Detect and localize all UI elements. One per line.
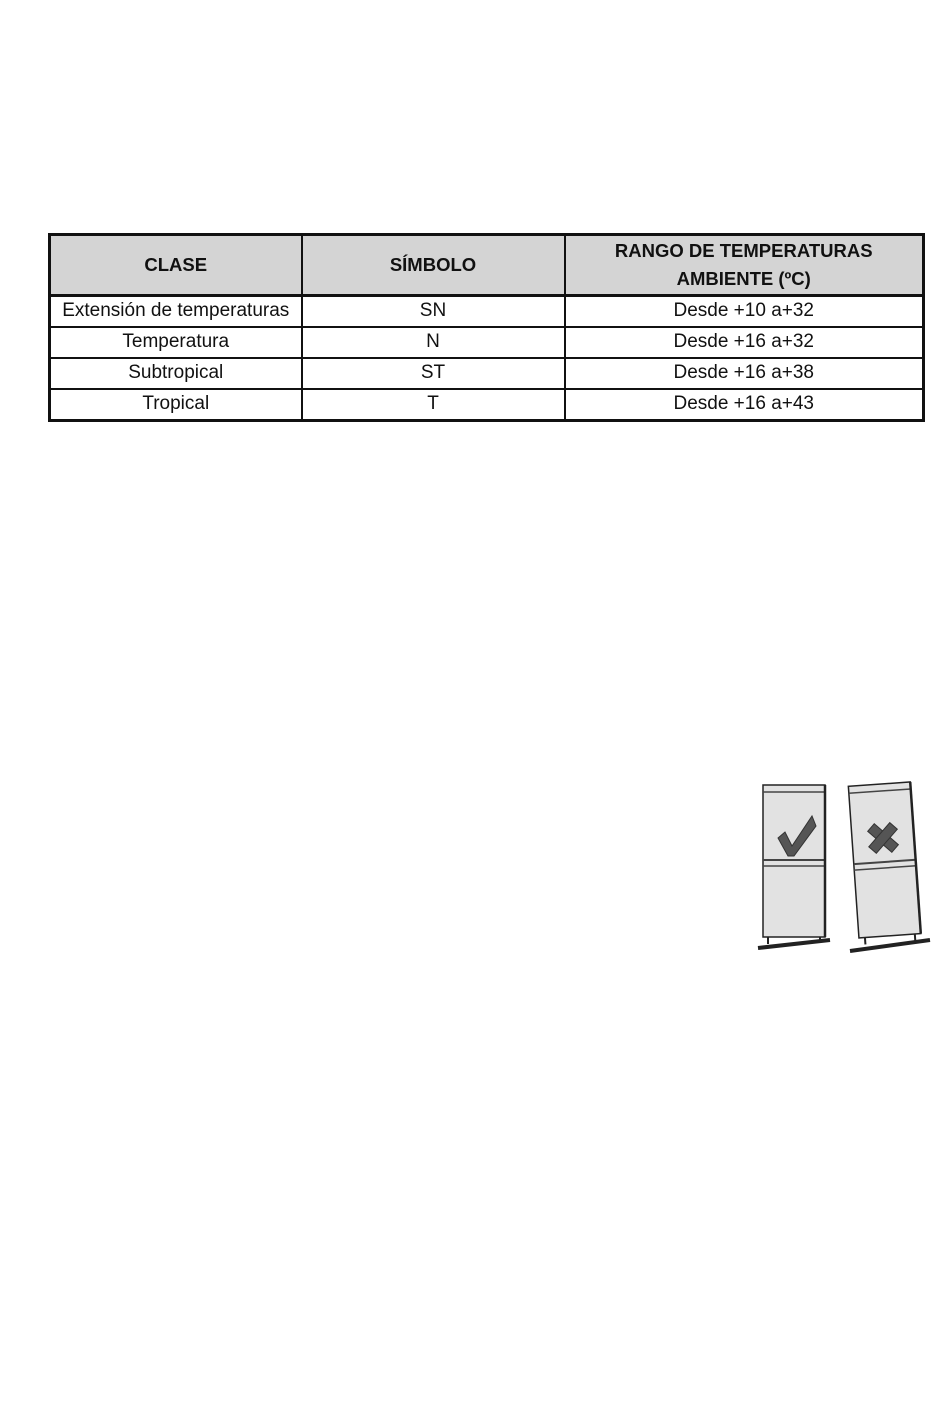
table-row	[50, 358, 924, 389]
cell-clase: Tropical	[50, 389, 302, 421]
cell-rango: Desde +16 a+38	[565, 358, 924, 389]
cell-simbolo: ST	[302, 358, 565, 389]
table-header-row	[50, 235, 924, 296]
cell-simbolo: N	[302, 327, 565, 358]
cell-rango: Desde +10 a+32	[565, 296, 924, 328]
cell-clase: Temperatura	[50, 327, 302, 358]
cell-clase: Subtropical	[50, 358, 302, 389]
header-rango-line2: AMBIENTE (ºC)	[676, 268, 811, 289]
header-clase: CLASE	[50, 235, 302, 296]
table-row	[50, 327, 924, 358]
fridge-leveling-illustration	[752, 776, 936, 954]
fridge-level-check-icon	[758, 785, 830, 948]
table-row	[50, 389, 924, 421]
cell-rango: Desde +16 a+32	[565, 327, 924, 358]
header-rango	[565, 235, 924, 296]
cell-simbolo: T	[302, 389, 565, 421]
cell-simbolo: SN	[302, 296, 565, 328]
header-simbolo: SÍMBOLO	[302, 235, 565, 296]
cell-clase: Extensión de temperaturas	[50, 296, 302, 328]
header-rango-line1: RANGO DE TEMPERATURAS	[614, 240, 873, 261]
table-row	[50, 296, 924, 328]
cell-rango: Desde +16 a+43	[565, 389, 924, 421]
fridge-tilted-cross-icon	[848, 782, 921, 945]
climate-class-table	[48, 233, 925, 422]
